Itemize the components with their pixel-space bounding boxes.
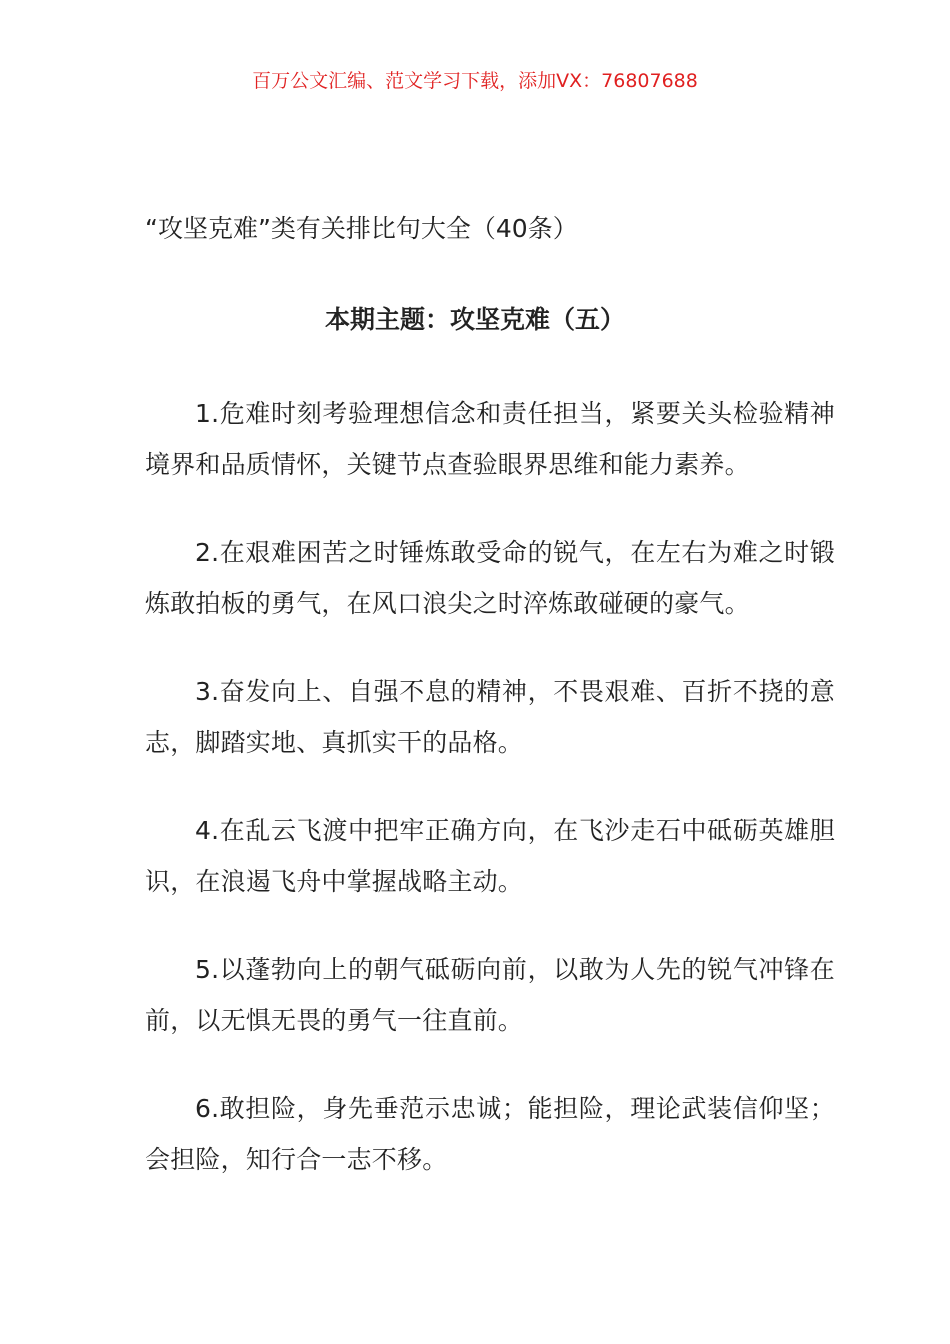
header-watermark-note: 百万公文汇编、范文学习下载，添加VX：76807688	[252, 70, 698, 92]
list-item: 2.在艰难困苦之时锤炼敢受命的锐气，在左右为难之时锻炼敢拍板的勇气，在风口浪尖之时淬炼敢碰硬的豪气。	[145, 538, 835, 618]
list-item: 3.奋发向上、自强不息的精神，不畏艰难、百折不挠的意志，脚踏实地、真抓实干的品格。	[145, 677, 835, 757]
item-list	[145, 388, 835, 1222]
list-item: 4.在乱云飞渡中把牢正确方向，在飞沙走石中砥砺英雄胆识，在浪遏飞舟中掌握战略主动。	[145, 816, 835, 896]
section-heading: 本期主题：攻坚克难（五）	[324, 305, 625, 334]
list-item: 6.敢担险，身先垂范示忠诚；能担险，理论武装信仰坚；会担险，知行合一志不移。	[145, 1094, 835, 1174]
list-item: 1.危难时刻考验理想信念和责任担当，紧要关头检验精神境界和品质情怀，关键节点查验眼界思维和能力素养。	[145, 399, 835, 479]
list-item: 5.以蓬勃向上的朝气砥砺向前，以敢为人先的锐气冲锋在前，以无惧无畏的勇气一往直前。	[145, 955, 835, 1035]
document-title: “攻坚克难”类有关排比句大全（40条）	[145, 214, 578, 243]
